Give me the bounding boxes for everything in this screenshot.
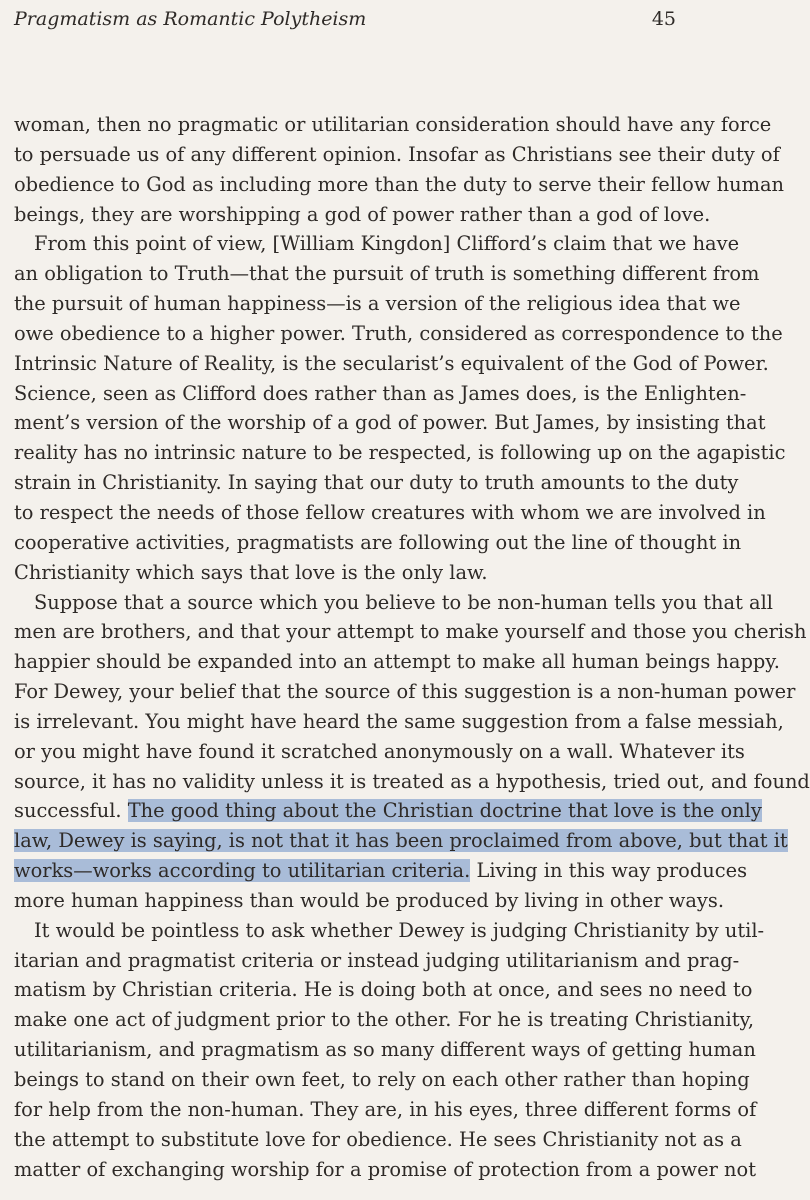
text-line: Suppose that a source which you believe to be non-human tells you that all: [34, 590, 773, 614]
text-line: an obligation to Truth—that the pursuit of truth is something different from: [14, 262, 760, 286]
highlighted-passage[interactable]: law, Dewey is saying, is not that it has been proclaimed from above, but that it: [14, 829, 788, 853]
text-line: matism by Christian criteria. He is doing both at once, and sees no need to: [14, 978, 753, 1002]
text-line: source, it has no validity unless it is treated as a hypothesis, tried out, and found: [14, 769, 810, 793]
text-line: Christianity which says that love is the only law.: [14, 560, 488, 584]
line-segment: successful.: [14, 799, 128, 823]
text-line: matter of exchanging worship for a promise of protection from a power not: [14, 1157, 757, 1181]
text-line: beings to stand on their own feet, to rely on each other rather than hoping: [14, 1068, 750, 1091]
text-line: is irrelevant. You might have heard the same suggestion from a false messiah,: [14, 709, 784, 733]
text-line: [14, 796, 762, 826]
text-line: Intrinsic Nature of Reality, is the secularist’s equivalent of the God of Power.: [14, 351, 769, 375]
running-header: [14, 8, 676, 30]
running-title: Pragmatism as Romantic Polytheism: [14, 8, 367, 30]
text-line: or you might have found it scratched anonymously on a wall. Whatever its: [14, 739, 745, 763]
page-number: 45: [651, 8, 676, 30]
line-segment: Living in this way produces: [470, 859, 748, 883]
text-line: itarian and pragmatist criteria or instead judging utilitarianism and prag-: [14, 948, 740, 972]
text-line: the attempt to substitute love for obedience. He sees Christianity not as a: [14, 1127, 742, 1151]
highlighted-passage[interactable]: The good thing about the Christian doctrine that love is the only: [127, 799, 762, 823]
text-line: to respect the needs of those fellow creatures with whom we are involved in: [14, 500, 766, 524]
text-line: happier should be expanded into an attempt to make all human beings happy.: [14, 650, 780, 674]
text-line: reality has no intrinsic nature to be respected, is following up on the agapistic: [14, 441, 786, 465]
text-line: beings, they are worshipping a god of power rather than a god of love.: [14, 202, 711, 226]
text-line: owe obedience to a higher power. Truth, considered as correspondence to the: [14, 321, 783, 345]
text-line: It would be pointless to ask whether Dewey is judging Christianity by util-: [34, 918, 765, 942]
text-line: woman, then no pragmatic or utilitarian consideration should have any force: [14, 113, 772, 136]
text-line: utilitarianism, and pragmatism as so many different ways of getting human: [14, 1038, 756, 1062]
text-line: [14, 856, 748, 886]
highlighted-passage[interactable]: works—works according to utilitarian criteria.: [14, 859, 471, 883]
text-line: to persuade us of any different opinion. Insofar as Christians see their duty of: [14, 142, 780, 166]
text-line: for help from the non-human. They are, in his eyes, three different forms of: [14, 1097, 757, 1121]
text-line: From this point of view, [William Kingdon] Clifford’s claim that we have: [34, 232, 740, 256]
text-line: obedience to God as including more than the duty to serve their fellow human: [14, 172, 785, 196]
text-line: men are brothers, and that your attempt to make yourself and those you cherish: [14, 620, 807, 644]
text-line: the pursuit of human happiness—is a version of the religious idea that we: [14, 292, 741, 316]
text-line: For Dewey, your belief that the source of this suggestion is a non-human power: [14, 680, 796, 704]
text-line: Science, seen as Clifford does rather than as James does, is the Enlighten-: [14, 381, 747, 405]
text-line: make one act of judgment prior to the other. For he is treating Christianity,: [14, 1008, 755, 1032]
text-line: cooperative activities, pragmatists are following out the line of thought in: [14, 530, 742, 554]
text-line: more human happiness than would be produced by living in other ways.: [14, 888, 725, 912]
text-line: ment’s version of the worship of a god of power. But James, by insisting that: [14, 411, 766, 435]
body-text: [14, 110, 810, 1184]
text-line: strain in Christianity. In saying that our duty to truth amounts to the duty: [14, 471, 739, 495]
text-line: [14, 826, 788, 856]
